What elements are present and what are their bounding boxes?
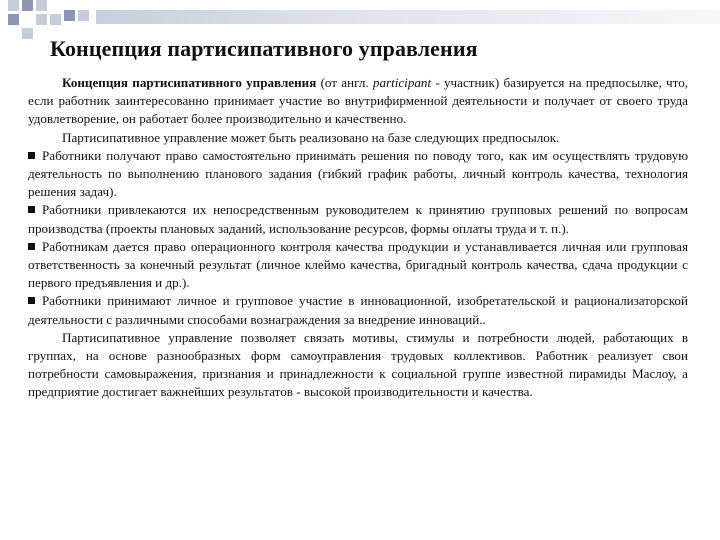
- bullet-item: [28, 238, 688, 293]
- deco-square: [8, 0, 19, 11]
- bullet-square-icon: [28, 206, 35, 213]
- bullet-text: Работники принимают личное и групповое участие в инновационной, изобретательской и рационализаторской деятельности с различными способами вознаграждения за внедрение инноваций..: [28, 293, 688, 327]
- header-decoration: [0, 0, 720, 40]
- intro-lead: Концепция партисипативного управления: [62, 75, 317, 90]
- intro-text-1: (от англ.: [316, 75, 373, 90]
- bullet-square-icon: [28, 152, 35, 159]
- bullet-text: Работникам дается право операционного контроля качества продукции и устанавливается личная или групповая ответственность за конечный результат (личное клеймо качества, бригадный контроль качества, сдача продукции с первого предъявления и др.).: [28, 238, 688, 291]
- deco-square: [36, 0, 47, 11]
- bullet-item: [28, 147, 688, 202]
- bullet-square-icon: [28, 297, 35, 304]
- preconditions-paragraph: Партисипативное управление может быть реализовано на базе следующих предпосылок.: [62, 129, 560, 145]
- deco-square: [8, 14, 19, 25]
- deco-square: [78, 10, 89, 21]
- bullet-text: Работники привлекаются их непосредственным руководителем к принятию групповых решений по вопросам производства (проекты плановых заданий, использование ресурсов, формы оплаты труда и т. п.).: [28, 202, 688, 236]
- intro-term: participant: [372, 75, 432, 90]
- slide-title: Концепция партисипативного управления: [50, 36, 478, 61]
- bullet-square-icon: [28, 243, 35, 250]
- intro-paragraph: [28, 74, 688, 129]
- deco-square: [22, 0, 33, 11]
- deco-square: [36, 14, 47, 25]
- bullet-item: [28, 201, 688, 237]
- slide-body: [28, 74, 688, 402]
- deco-square: [64, 10, 75, 21]
- conclusion-paragraph: Партисипативное управление позволяет связать мотивы, стимулы и потребности людей, работающих в группах, на основе разнообразных форм самоуправления трудовых коллективов. Работник реализует свои потребности самовыражения, признания и принадлежности к социальной группе известной пирамиды Маслоу, а предприятие достигает важнейших результатов - высокой производительности и качества.: [28, 329, 688, 400]
- bullet-text: Работники получают право самостоятельно принимать решения по поводу того, как им осуществлять трудовую деятельность по выполнению планового задания (гибкий график работы, личный контроль качества, технология решения задач).: [28, 147, 688, 200]
- bullet-item: [28, 292, 688, 328]
- deco-square: [22, 28, 33, 39]
- deco-square: [50, 14, 61, 25]
- header-gradient-bar: [96, 10, 720, 24]
- intro-text-2: - участник) базируется на предпосылке, что, если работник заинтересованно принимает участие во внутрифирменной деятельности и получает от своего труда удовлетворение, он работает более производительно и качественно.: [28, 75, 689, 127]
